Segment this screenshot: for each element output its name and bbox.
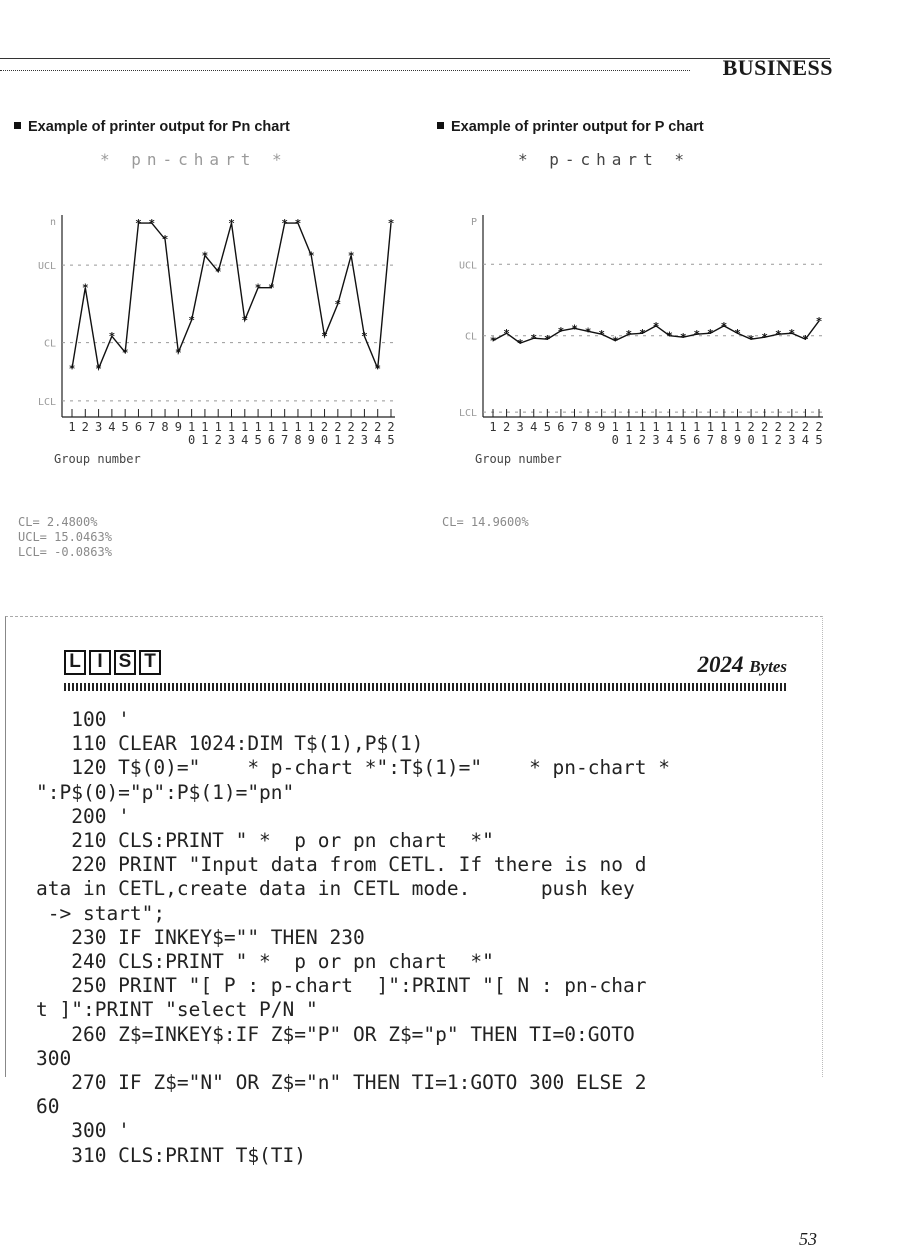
data-point: * [361,330,368,344]
tick-label: 8 [161,420,169,434]
data-point: * [557,324,565,338]
tick-label: 1 [679,420,687,434]
tick-label: 2 [81,420,89,434]
tick-label: 1 [201,420,209,434]
logo-letter: T [139,650,161,675]
data-point: * [108,330,116,344]
tick-label: 1 [665,420,674,434]
tick-label: 1 [733,420,742,434]
code-line: 120 T$(0)=" * p-chart *":T$(1)=" * pn-chart * [36,756,670,780]
data-point: * [625,328,633,342]
code-line: 270 IF Z$="N" OR Z$="n" THEN TI=1:GOTO 300 ELSE 2 [36,1071,647,1095]
data-point: * [175,346,182,360]
tick-label: 1 [625,433,633,447]
listing-size-unit: Bytes [749,657,787,676]
data-point: * [268,281,275,295]
tick-label: 0 [747,433,755,447]
stat-lcl: LCL= -0.0863% [18,545,112,559]
data-point: * [68,362,76,376]
tick-label: 2 [747,420,755,434]
data-point: * [387,217,395,231]
data-point: * [281,217,288,231]
data-point: * [148,217,156,231]
tick-label: 2 [347,433,355,447]
tick-label: 8 [720,433,728,447]
data-point: * [679,331,687,345]
tick-label: 1 [267,420,275,434]
data-point: * [254,281,262,295]
tick-label: 6 [134,420,143,434]
stat-cl: CL= 14.9600% [442,515,529,529]
tick-label: 2 [502,420,511,434]
data-point: * [774,328,782,342]
code-line: 240 CLS:PRINT " * p or pn chart *" [36,950,494,974]
data-point: * [321,330,328,344]
code-line: 210 CLS:PRINT " * p or pn chart *" [36,829,494,853]
x-axis-label: Group number [475,452,562,466]
tick-label: 5 [121,420,129,434]
right-chart-title: * p-chart * [518,150,690,169]
code-line: 110 CLEAR 1024:DIM T$(1),P$(1) [36,732,424,756]
tick-label: 0 [320,433,329,447]
tick-label: 5 [815,433,823,447]
list-logo [64,650,161,675]
tick-label: 3 [360,433,369,447]
tick-label: 1 [307,420,315,434]
tick-label: 0 [188,433,196,447]
data-point: * [188,314,195,328]
data-point: * [503,327,510,341]
data-point: * [135,217,142,231]
stat-cl: CL= 2.4800% [18,515,98,529]
tick-label: 3 [94,420,103,434]
tick-label: 1 [201,433,209,447]
code-line: ata in CETL,create data in CETL mode. push key [36,877,635,901]
data-point: * [666,329,673,343]
axis-label: UCL [458,260,477,272]
tick-label: 1 [188,420,196,434]
data-point: * [307,249,315,263]
data-point: * [241,314,249,328]
data-point: * [652,319,660,333]
tick-label: 2 [638,433,647,447]
tick-label: 1 [68,420,76,434]
tick-label: 1 [652,420,660,434]
data-point: * [584,325,592,339]
listing-size [697,652,787,678]
axis-label: CL [464,331,477,343]
data-point: * [201,249,209,263]
code-line: -> start"; [36,901,166,925]
tick-label: 3 [652,433,660,447]
code-line: ":P$(0)="p":P$(1)="pn" [36,780,295,804]
tick-label: 3 [788,433,796,447]
tick-label: 2 [788,420,796,434]
tick-label: 7 [281,433,289,447]
data-point: * [747,333,755,347]
tick-label: 6 [557,420,565,434]
code-line: 60 [36,1095,60,1119]
series-line [72,223,391,368]
data-point: * [693,328,701,342]
tick-label: 1 [693,420,701,434]
bullet-icon [14,122,21,129]
data-point: * [228,217,235,231]
hatch-divider [64,683,788,691]
axis-label: P [470,217,477,228]
tick-label: 1 [294,420,302,434]
tick-label: 1 [720,420,728,434]
data-point: * [707,327,714,341]
header-rule-bottom [0,70,690,71]
section-header: BUSINESS [722,55,833,80]
tick-label: 2 [774,433,782,447]
data-point: * [95,362,102,376]
data-point: * [598,328,605,342]
tick-label: 1 [214,420,222,434]
data-point: * [121,346,129,360]
data-point: * [571,322,578,336]
data-point: * [788,327,796,341]
axis-label: LCL [458,408,477,420]
data-point: * [530,332,538,346]
tick-label: 7 [706,433,714,447]
left-chart-title: * pn-chart * [100,150,288,169]
code-line: 100 ' [36,708,130,731]
tick-label: 2 [320,420,329,434]
data-point: * [294,217,302,231]
header-rule-top [0,58,830,59]
data-point: * [639,327,646,341]
data-point: * [489,334,497,348]
x-axis-label: Group number [54,452,141,466]
code-line: 260 Z$=INKEY$:IF Z$="P" OR Z$="p" THEN TI=0:GOTO [36,1022,635,1046]
code-line: 300 ' [36,1119,130,1143]
data-point: * [81,281,89,295]
code-line: 200 ' [36,804,130,828]
logo-letter: S [114,650,136,675]
tick-label: 3 [516,420,524,434]
data-point: * [802,333,809,347]
tick-label: 2 [214,433,222,447]
tick-label: 2 [387,420,395,434]
data-point: * [334,297,342,311]
data-point: * [516,337,524,351]
axis-label: UCL [37,261,56,273]
tick-label: 4 [108,420,116,434]
tick-label: 4 [665,433,674,447]
tick-label: 2 [801,420,810,434]
tick-label: 0 [611,433,619,447]
data-point: * [161,233,169,247]
data-point: * [720,319,728,333]
code-line: t ]":PRINT "select P/N " [36,998,318,1022]
data-point: * [734,327,741,341]
data-point: * [347,249,355,263]
tick-label: 9 [733,433,742,447]
code-line: 230 IF INKEY$="" THEN 230 [36,925,365,949]
data-point: * [544,333,551,347]
right-stats [442,515,529,530]
tick-label: 8 [584,420,592,434]
tick-label: 2 [761,420,769,434]
tick-label: 8 [294,433,302,447]
p-chart [428,195,848,485]
code-line: 300 [36,1046,72,1070]
tick-label: 4 [801,433,810,447]
tick-label: 2 [815,420,823,434]
tick-label: 1 [761,433,769,447]
tick-label: 9 [307,433,315,447]
tick-label: 1 [254,420,262,434]
tick-label: 4 [241,433,249,447]
code-listing [36,708,796,1168]
page-number: 53 [799,1229,817,1249]
left-stats [18,515,112,560]
tick-label: 9 [598,420,606,434]
code-line: 250 PRINT "[ P : p-chart ]":PRINT "[ N : pn-char [36,974,647,998]
tick-label: 1 [625,420,633,434]
tick-label: 7 [570,420,579,434]
tick-label: 5 [679,433,687,447]
axis-label: CL [43,338,56,350]
tick-label: 2 [334,420,342,434]
stat-ucl: UCL= 15.0463% [18,530,112,544]
tick-label: 1 [706,420,714,434]
listing-size-value: 2024 [697,652,744,677]
data-point: * [815,314,823,328]
bullet-icon [437,122,444,129]
tick-label: 2 [347,420,355,434]
tick-label: 5 [543,420,551,434]
tick-label: 1 [334,433,342,447]
tick-label: 4 [374,433,382,447]
tick-label: 4 [530,420,538,434]
data-point: * [374,362,382,376]
tick-label: 2 [360,420,369,434]
tick-label: 7 [148,420,156,434]
tick-label: 2 [774,420,782,434]
axis-label: LCL [37,396,56,408]
tick-label: 2 [374,420,382,434]
logo-letter: I [89,650,111,675]
data-point: * [761,331,768,345]
tick-label: 5 [387,433,395,447]
right-caption: Example of printer output for P chart [437,119,704,135]
logo-letter: L [64,650,86,675]
axis-label: n [49,217,56,228]
left-caption: Example of printer output for Pn chart [14,119,290,135]
code-line: 220 PRINT "Input data from CETL. If there is no d [36,853,647,877]
tick-label: 5 [254,433,262,447]
tick-label: 1 [638,420,647,434]
data-point: * [214,265,222,279]
tick-label: 9 [174,420,182,434]
tick-label: 1 [241,420,249,434]
tick-label: 1 [281,420,289,434]
tick-label: 6 [267,433,275,447]
tick-label: 3 [227,433,236,447]
pn-chart [0,195,430,485]
tick-label: 6 [693,433,701,447]
tick-label: 1 [227,420,236,434]
code-line: 310 CLS:PRINT T$(TI) [36,1143,307,1167]
tick-label: 1 [611,420,619,434]
tick-label: 1 [489,420,497,434]
data-point: * [611,334,619,348]
